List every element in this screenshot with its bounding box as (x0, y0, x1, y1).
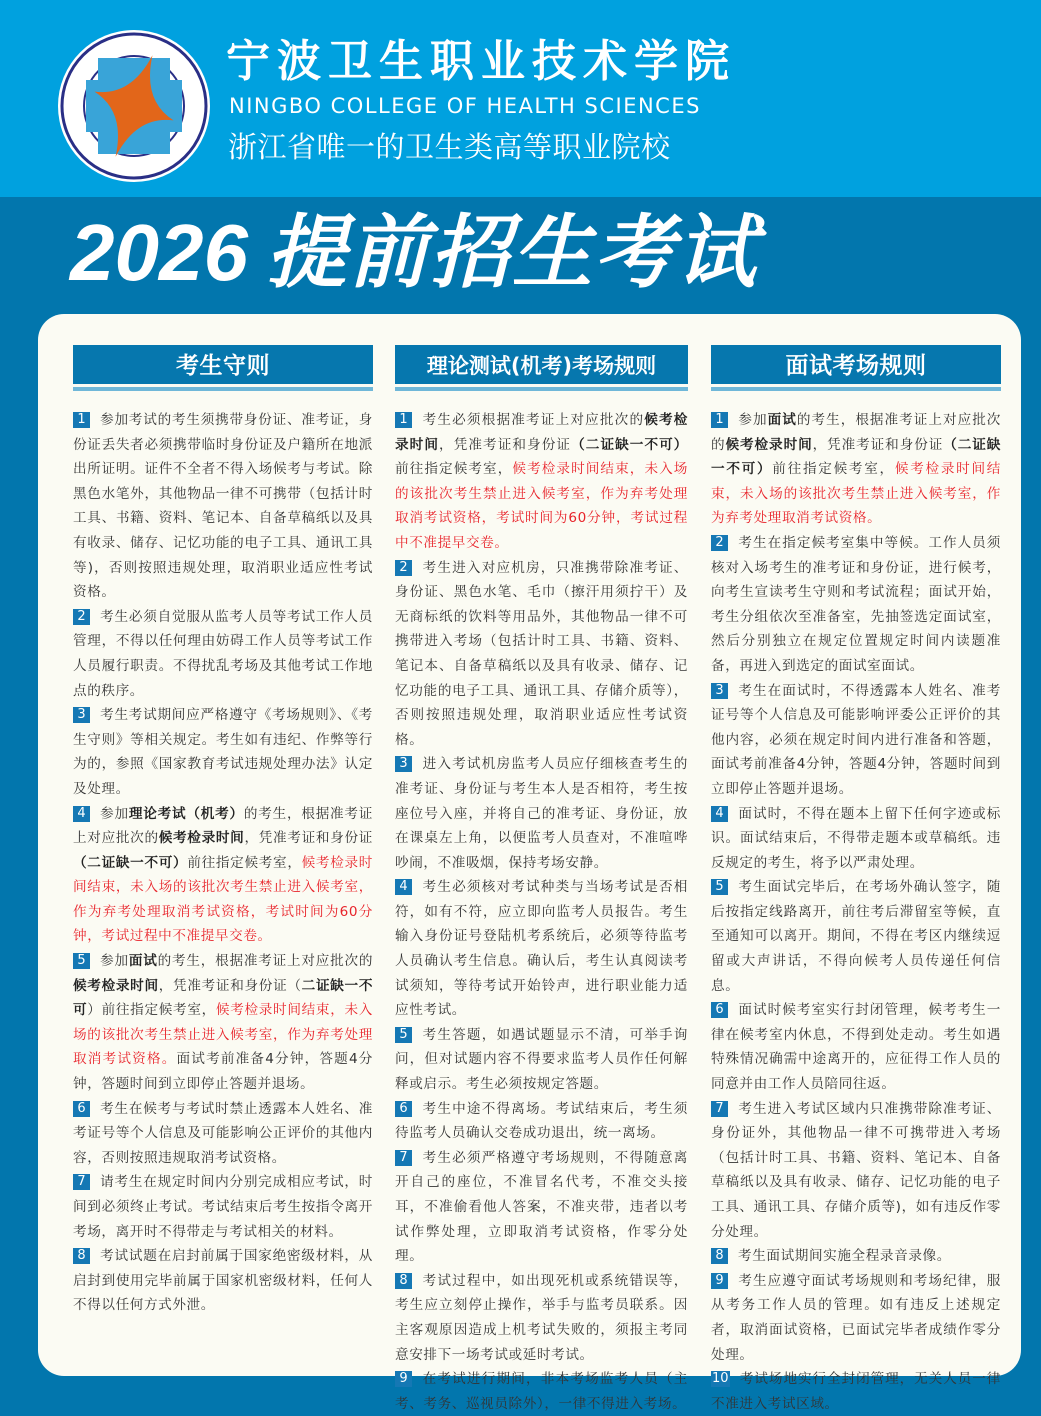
rule-text: 考生面试期间实施全程录音录像。 (738, 1248, 951, 1265)
rule-number-badge: 8 (395, 1273, 412, 1289)
rule-text: 参加考试的考生须携带身份证、准考证，身份证丢失者必须携带临时身份证及户籍所在地派出所证明。证件不全者不得入场候考与考试。除黑色水笔外，其他物品一律不可携带（包括计时工具、书籍、资料、笔记本、自备草稿纸以及具有收录、储存、记忆功能的电子工具、通讯工具等)，否则按照违规处理，取消职业适应性考试资格。 (73, 412, 373, 601)
rule-number-badge: 6 (395, 1101, 412, 1117)
title-text: 提前招生考试 (265, 206, 758, 299)
rule-number-badge: 5 (73, 953, 90, 969)
rule-number-badge: 2 (395, 560, 412, 576)
rule-number-badge: 1 (73, 412, 90, 428)
rule-item (73, 1097, 373, 1171)
rule-item (711, 1367, 1001, 1416)
rule-number-badge: 9 (711, 1273, 728, 1289)
rule-number-badge: 1 (711, 412, 728, 428)
rule-number-badge: 7 (711, 1101, 728, 1117)
rule-text: 考试场地实行全封闭管理，无关人员一律不准进入考试区域。 (711, 1371, 1001, 1412)
rule-text: 考生必须自觉服从监考人员等考试工作人员管理，不得以任何理由妨碍工作人员等考试工作人员履行职责。不得扰乱考场及其他考试工作地点的秩序。 (73, 608, 373, 699)
rule-number-badge: 7 (395, 1150, 412, 1166)
rule-number-badge: 3 (711, 683, 728, 699)
rule-text: 的考生，根据准考证上对应批次的 (711, 412, 1002, 453)
rule-item (395, 1097, 688, 1146)
rule-text: 考生考试期间应严格遵守《考场规则》、《考生守则》等相关规定。考生如有违纪、作弊等行为的，参照《国家教育考试违规处理办法》认定及处理。 (73, 707, 373, 797)
rule-text: 考生必须核对考试种类与当场考试是否相符，如有不符，应立即向监考人员报告。考生输入身份证号登陆机考系统后，必须等待监考人员确认考生信息。确认后，考生认真阅读考试须知，等待考试开始铃声，进行职业能力适应性考试。 (395, 879, 688, 1019)
rule-item (711, 1244, 1001, 1269)
column-heading: 理论测试(机考)考场规则 (395, 345, 688, 387)
rule-text: 进入考试机房监考人员应仔细核查考生的准考证、身份证与考生本人是否相符，考生按座位号入座，并将自己的准考证、身份证，放在课桌左上角，以便监考人员查对，不准喧哗吵闹，不准吸烟，保持考场安静。 (395, 756, 688, 871)
rule-number-badge: 2 (73, 609, 90, 625)
school-name-cn: 宁波卫生职业技术学院 (226, 36, 736, 87)
rule-item (711, 1097, 1001, 1245)
rule-text: 考生中途不得离场。考试结束后，考生须待监考人员确认交卷成功退出，统一离场。 (395, 1100, 688, 1142)
rule-item (711, 531, 1001, 679)
rule-emphasis-text: 理论考试（机考） (128, 805, 244, 822)
rule-text: 考生面试完毕后，在考场外确认签字，随后按指定线路离开，前往考后滞留室等候，直至通知可以离开。期间，不得在考区内继续逗留或大声讲话，不得向候考人员传递任何信息。 (711, 879, 1001, 994)
column-heading: 面试考场规则 (711, 345, 1001, 387)
rule-item (73, 949, 373, 1097)
rule-text: 考生在指定候考室集中等候。工作人员须核对入场考生的准考证和身份证，进行候考，向考生宣读考生守则和考试流程；面试开始，考生分组依次至准备室，先抽签选定面试室，然后分别独立在规定位置规定时间内读题准备，再进入到选定的面试室面试。 (711, 534, 1001, 674)
rule-text: 考生进入考试区域内只准携带除准考证、身份证外，其他物品一律不可携带进入考场（包括计时工具、书籍、资料、笔记本、自备草稿纸以及具有收录、储存、记忆功能的电子工具、通讯工具、存储介质等)，如有违反作零分处理。 (711, 1100, 1001, 1240)
rule-text: 考生答题，如遇试题显示不清，可举手询问，但对试题内容不得要求监考人员作任何解释或启示。考生必须按规定答题。 (395, 1026, 688, 1093)
rule-text: ，凭准考证和身份证 (812, 436, 944, 453)
rule-number-badge: 9 (395, 1371, 412, 1387)
rule-text: 前往指定候考室， (772, 461, 895, 478)
rule-text: 的考生，根据准考证上对应批次的 (157, 953, 374, 970)
rule-item (73, 1170, 373, 1244)
rule-item (711, 998, 1001, 1096)
rule-text: 前往指定候考室， (395, 461, 513, 478)
rule-item (711, 679, 1001, 802)
rule-number-badge: 5 (711, 879, 728, 895)
column-candidate-rules (73, 345, 373, 1318)
rule-text: 考生在面试时，不得透露本人姓名、准考证号等个人信息及可能影响评委公正评价的其他内容，必须在规定时间内进行准备和答题，面试考前准备4分钟，答题4分钟，答题时间到立即停止答题并退场。 (711, 682, 1001, 797)
rules-card (38, 314, 1021, 1412)
school-name-en: NINGBO COLLEGE OF HEALTH SCIENCES (229, 94, 701, 118)
rule-item (395, 875, 688, 1023)
rule-item (395, 1146, 688, 1269)
rule-text: 考生必须根据准考证上对应批次的 (422, 412, 645, 428)
page-title (70, 205, 758, 301)
rule-text: 考生必须严格遵守考场规则，不得随意离开自己的座位，不准冒名代考，不准交头接耳，不准偷看他人答案，不准夹带，违者以考试作弊处理，立即取消考试资格，作零分处理。 (395, 1149, 688, 1265)
rule-number-badge: 2 (711, 535, 728, 551)
rule-number-badge: 10 (712, 1371, 729, 1387)
title-year: 2026 (70, 208, 248, 297)
rule-warning-text: 候考检录时间结束，未入场的该批次考生禁止进入候考室，作为弃考处理取消考试资格，考试时间为60分钟，考试过程中不准提早交卷。 (73, 854, 373, 945)
rule-text: ，凭准考证和身份证（ (158, 977, 302, 994)
school-slogan: 浙江省唯一的卫生类高等职业院校 (228, 130, 671, 164)
rule-item (395, 1269, 688, 1367)
rule-text: 面试时候考室实行封闭管理，候考考生一律在候考室内休息，不得到处走动。考生如遇特殊情况确需中途离开的，应征得工作人员的同意并由工作人员陪同往返。 (711, 1002, 1001, 1093)
rule-emphasis-text: 候考检录时间 (395, 412, 688, 453)
rule-number-badge: 6 (711, 1002, 728, 1018)
rule-text: 面试考前准备4分钟，答题4分钟，答题时间到立即停止答题并退场。 (73, 1051, 373, 1093)
rule-warning-text: 候考检录时间结束，未入场的该批次考生禁止进入候考室，作为弃考处理取消考试资格，考试时间为60分钟，考试过程中不准提早交卷。 (395, 461, 688, 551)
rule-text: ，凭准考证和身份证 (244, 830, 373, 847)
rule-item (711, 408, 1001, 531)
rule-emphasis-text: 候考检录时间 (158, 830, 245, 847)
rule-number-badge: 4 (711, 806, 728, 822)
rule-text: 参加 (100, 953, 129, 970)
rule-text: ）前往指定候考室， (87, 1002, 216, 1019)
rule-number-badge: 5 (395, 1027, 412, 1043)
column-computer-exam-rules (395, 345, 688, 1416)
rule-warning-text: 候考检录时间结束，未入场的该批次考生禁止进入候考室，作为弃考处理取消考试资格。 (711, 461, 1001, 527)
rule-text: 参加 (100, 805, 129, 822)
school-logo-icon (56, 28, 212, 184)
rule-warning-text: 候考检录时间结束，未入场的该批次考生禁止进入候考室，作为弃考处理取消考试资格。 (73, 1002, 373, 1068)
rule-text: ，凭准考证和身份证 (439, 436, 572, 453)
rule-text: 考试过程中，如出现死机或系统错误等，考生应立刻停止操作，举手与监考员联系。因主客观原因造成上机考试失败的，须报主考同意安排下一场考试或延时考试。 (395, 1272, 688, 1363)
rule-emphasis-text: （二证缺一不可） (711, 436, 1001, 478)
rule-item (711, 875, 1001, 998)
rule-text: 参加 (738, 412, 768, 428)
rule-number-badge: 8 (711, 1248, 728, 1264)
rule-emphasis-text: 面试 (767, 412, 797, 428)
rule-text: 考生进入对应机房，只准携带除准考证、身份证、黑色水笔、毛巾（擦汗用须拧干）及无商标纸的饮料等用品外，其他物品一律不可携带进入考场（包括计时工具、书籍、资料、笔记本、自备草稿纸以及具有收录、储存、记忆功能的电子工具、通讯工具、存储介质等），否则按照违规处理，取消职业适应性考试资格。 (395, 559, 688, 748)
rule-item (395, 752, 688, 875)
rule-item (711, 802, 1001, 876)
rule-item (73, 408, 373, 605)
rule-item (73, 605, 373, 703)
rule-number-badge: 4 (73, 806, 90, 822)
rule-text: 考生在候考与考试时禁止透露本人姓名、准考证号等个人信息及可能影响公正评价的其他内容，否则按照违规取消考试资格。 (73, 1100, 373, 1166)
rule-item (73, 1244, 373, 1318)
rule-text: 面试时，不得在题本上留下任何字迹或标识。面试结束后，不得带走题本或草稿纸。违反规定的考生，将予以严肃处理。 (711, 805, 1001, 871)
rule-item (395, 1023, 688, 1097)
rule-text: 考生应遵守面试考场规则和考场纪律，服从考务工作人员的管理。如有违反上述规定者，取消面试资格，已面试完毕者成绩作零分处理。 (711, 1272, 1001, 1363)
rule-emphasis-text: （二证缺一不可） (73, 854, 188, 871)
rule-item (73, 802, 373, 950)
rule-number-badge: 1 (395, 412, 412, 428)
column-interview-rules (711, 345, 1001, 1416)
rule-item (711, 1269, 1001, 1367)
rule-item (395, 408, 688, 556)
rule-emphasis-text: 候考检录时间 (725, 436, 813, 453)
rule-number-badge: 3 (73, 707, 90, 723)
rule-number-badge: 4 (395, 879, 412, 895)
rule-emphasis-text: 候考检录时间 (73, 977, 159, 994)
rule-text: 请考生在规定时间内分别完成相应考试，时间到必须终止考试。考试结束后考生按指令离开考场，离开时不得带走与考试相关的材料。 (73, 1174, 373, 1240)
rule-text: 在考试进行期间，非本考场监考人员（主考、考务、巡视员除外），一律不得进入考场。 (395, 1371, 688, 1412)
rule-number-badge: 7 (73, 1174, 90, 1190)
rule-number-badge: 6 (73, 1101, 90, 1117)
rule-item (73, 703, 373, 801)
rule-item (395, 1367, 688, 1416)
rule-emphasis-text: 二证缺一不可 (73, 977, 374, 1019)
rule-emphasis-text: （二证缺一不可） (571, 436, 688, 453)
rule-text: 考试试题在启封前属于国家绝密级材料，从启封到使用完毕前属于国家机密级材料，任何人不得以任何方式外泄。 (73, 1248, 373, 1314)
rule-text: 前往指定候考室， (187, 854, 302, 871)
rule-item (395, 556, 688, 753)
rule-text: 的考生，根据准考证上对应批次的 (73, 805, 373, 847)
rule-number-badge: 3 (395, 756, 412, 772)
rule-emphasis-text: 面试 (128, 953, 158, 970)
column-heading: 考生守则 (73, 345, 373, 387)
rule-number-badge: 8 (73, 1248, 90, 1264)
